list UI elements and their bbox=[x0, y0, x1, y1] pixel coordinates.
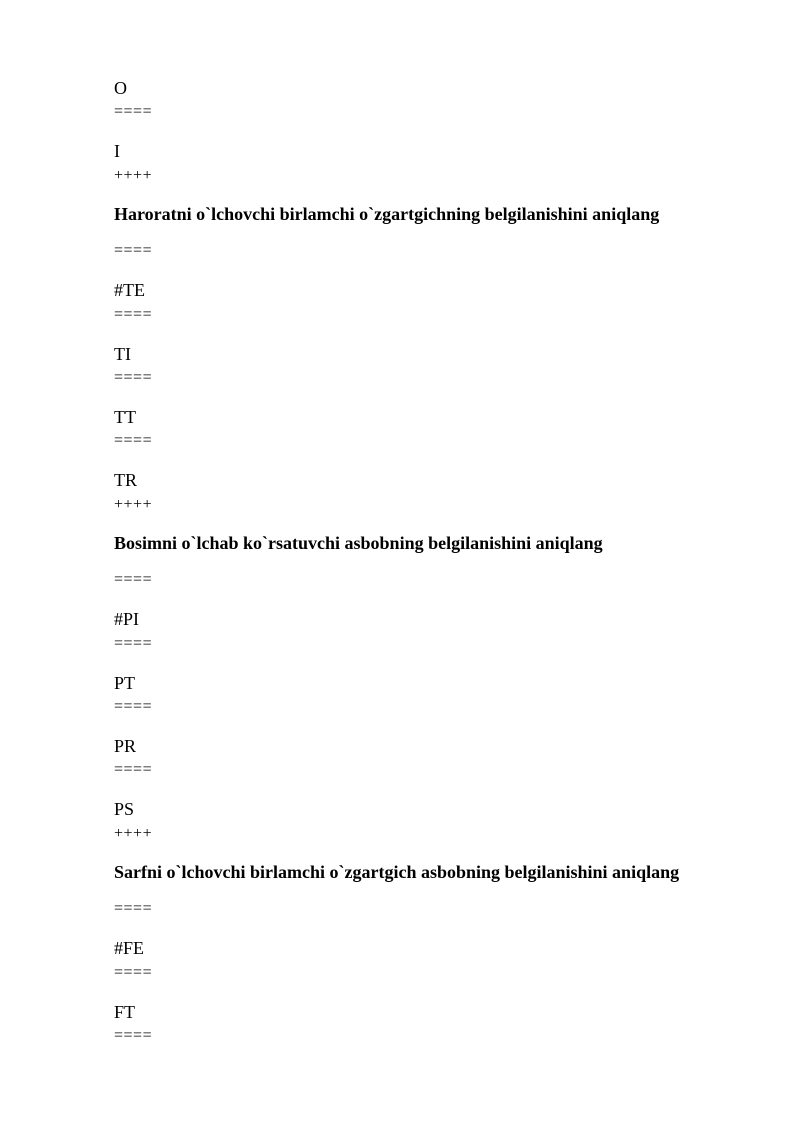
separator: ==== bbox=[114, 432, 153, 449]
end-marker: ++++ bbox=[114, 825, 153, 842]
separator: ==== bbox=[114, 900, 153, 917]
end-marker: ++++ bbox=[114, 167, 153, 184]
option-i: I bbox=[114, 141, 120, 161]
option-o: O bbox=[114, 78, 127, 98]
q1-option-4: TR bbox=[114, 470, 138, 490]
end-marker: ++++ bbox=[114, 496, 153, 513]
q1-option-2: TI bbox=[114, 344, 131, 364]
separator: ==== bbox=[114, 103, 153, 120]
q2-option-2: PT bbox=[114, 673, 136, 693]
separator: ==== bbox=[114, 1027, 153, 1044]
q3-option-2: FT bbox=[114, 1002, 136, 1022]
q2-option-4: PS bbox=[114, 799, 135, 819]
q2-option-3: PR bbox=[114, 736, 137, 756]
separator: ==== bbox=[114, 761, 153, 778]
question-2: Bosimni o`lchab ko`rsatuvchi asbobning belgilanishini aniqlang bbox=[114, 533, 603, 553]
q1-option-1: #TE bbox=[114, 280, 145, 300]
separator: ==== bbox=[114, 571, 153, 588]
q1-option-3: TT bbox=[114, 407, 136, 427]
separator: ==== bbox=[114, 698, 153, 715]
separator: ==== bbox=[114, 242, 153, 259]
question-3: Sarfni o`lchovchi birlamchi o`zgartgich asbobning belgilanishini aniqlang bbox=[114, 862, 680, 882]
q2-option-1: #PI bbox=[114, 609, 140, 629]
separator: ==== bbox=[114, 306, 153, 323]
separator: ==== bbox=[114, 964, 153, 981]
separator: ==== bbox=[114, 369, 153, 386]
separator: ==== bbox=[114, 635, 153, 652]
q3-option-1: #FE bbox=[114, 938, 145, 958]
question-1: Haroratni o`lchovchi birlamchi o`zgartgichning belgilanishini aniqlang bbox=[114, 204, 660, 224]
